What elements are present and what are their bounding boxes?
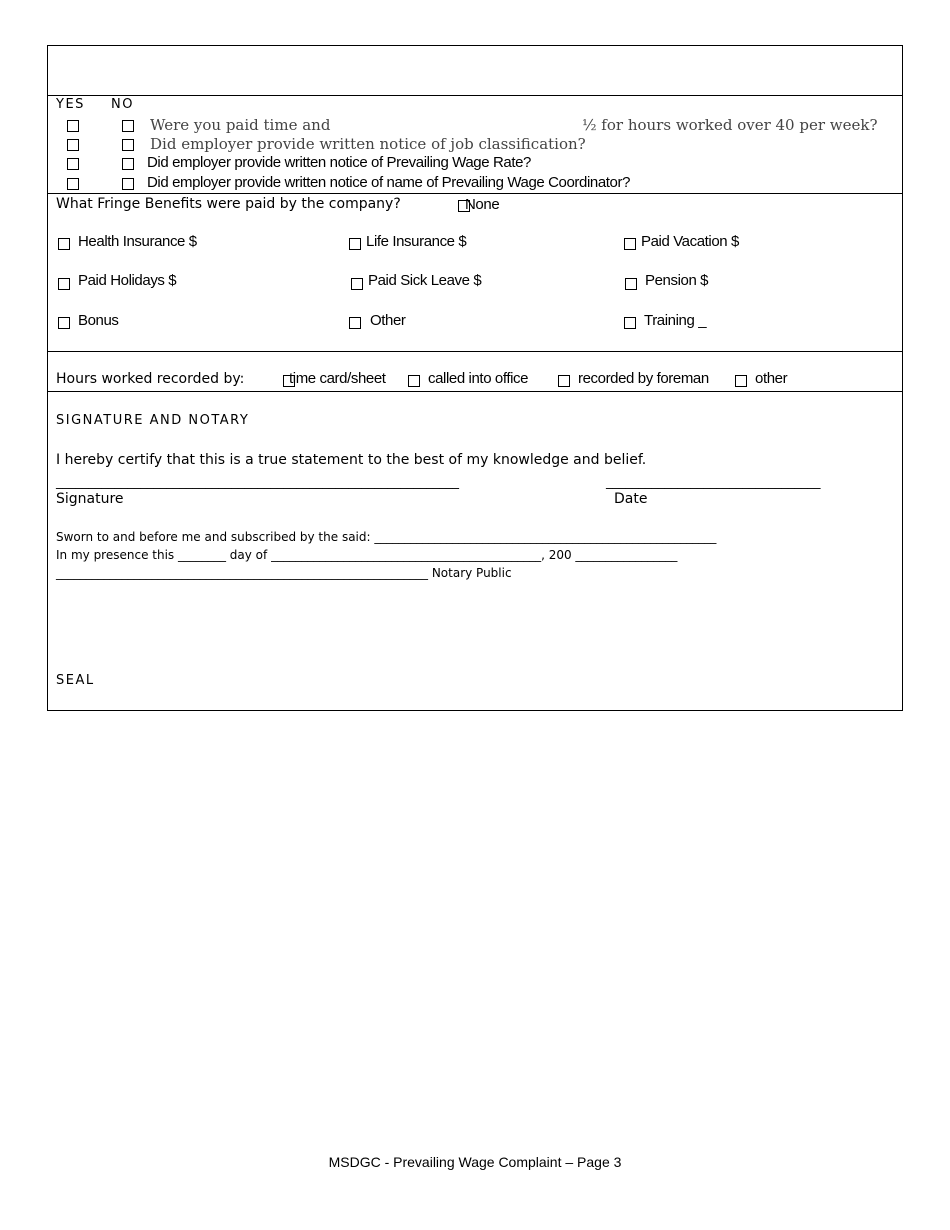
- yes-no-section: [48, 95, 902, 194]
- paid-sick-leave-checkbox[interactable]: [351, 278, 363, 290]
- health-insurance-checkbox[interactable]: [58, 238, 70, 250]
- training-checkbox[interactable]: [624, 317, 636, 329]
- hours-recorded-section: [48, 351, 902, 392]
- yes-column-header: YES: [56, 97, 85, 112]
- q1-yes-checkbox[interactable]: [67, 120, 79, 132]
- other-benefit-checkbox[interactable]: [349, 317, 361, 329]
- q1-question-text-start: Were you paid time and: [150, 116, 331, 134]
- other-benefit-label: Other: [370, 312, 406, 329]
- signature-line[interactable]: ______________________________________________________________: [56, 475, 459, 490]
- signature-notary-section: [48, 391, 902, 711]
- q2-yes-checkbox[interactable]: [67, 139, 79, 151]
- q3-yes-checkbox[interactable]: [67, 158, 79, 170]
- paid-sick-leave-label: Paid Sick Leave $: [368, 272, 482, 289]
- presence-line: In my presence this ________ day of _____________________________________________, 200 _________________: [56, 548, 678, 562]
- q2-no-checkbox[interactable]: [122, 139, 134, 151]
- notary-public-line: ______________________________________________________________ Notary Public: [56, 566, 512, 580]
- life-insurance-label: Life Insurance $: [366, 233, 467, 250]
- fringe-question: What Fringe Benefits were paid by the company?: [56, 196, 401, 212]
- recorded-by-foreman-checkbox[interactable]: [558, 375, 570, 387]
- complaint-form-page: [47, 45, 903, 711]
- q4-question-text: Did employer provide written notice of name of Prevailing Wage Coordinator?: [147, 174, 631, 191]
- called-into-office-label: called into office: [428, 370, 529, 387]
- none-label: None: [465, 196, 500, 213]
- called-into-office-checkbox[interactable]: [408, 375, 420, 387]
- time-card-label: time card/sheet: [289, 370, 386, 387]
- recorded-by-foreman-label: recorded by foreman: [578, 370, 709, 387]
- signature-heading: SIGNATURE AND NOTARY: [56, 413, 250, 428]
- q3-question-text: Did employer provide written notice of Prevailing Wage Rate?: [147, 154, 531, 171]
- page-footer: MSDGC - Prevailing Wage Complaint – Page 3: [328, 1154, 622, 1170]
- q4-yes-checkbox[interactable]: [67, 178, 79, 190]
- bonus-label: Bonus: [78, 312, 119, 329]
- other-hours-checkbox[interactable]: [735, 375, 747, 387]
- q1-no-checkbox[interactable]: [122, 120, 134, 132]
- seal-label: SEAL: [56, 673, 95, 688]
- fringe-benefits-section: [48, 193, 902, 352]
- q3-no-checkbox[interactable]: [122, 158, 134, 170]
- certify-statement: I hereby certify that this is a true statement to the best of my knowledge and belief.: [56, 452, 647, 468]
- life-insurance-checkbox[interactable]: [349, 238, 361, 250]
- no-column-header: NO: [111, 97, 134, 112]
- other-hours-label: other: [755, 370, 788, 387]
- q4-no-checkbox[interactable]: [122, 178, 134, 190]
- paid-holidays-checkbox[interactable]: [58, 278, 70, 290]
- training-label: Training _: [644, 312, 707, 329]
- health-insurance-label: Health Insurance $: [78, 233, 197, 250]
- blank-top-row: [48, 46, 902, 95]
- paid-vacation-label: Paid Vacation $: [641, 233, 739, 250]
- date-line[interactable]: _________________________________: [606, 475, 821, 490]
- q2-question-text: Did employer provide written notice of job classification?: [150, 135, 586, 153]
- signature-label: Signature: [56, 491, 124, 507]
- sworn-line: Sworn to and before me and subscribed by the said: _________________________________________________________: [56, 530, 717, 544]
- hours-recorded-label: Hours worked recorded by:: [56, 371, 245, 387]
- q1-question-text-end: ½ for hours worked over 40 per week?: [582, 116, 878, 134]
- date-label: Date: [614, 491, 648, 507]
- pension-checkbox[interactable]: [625, 278, 637, 290]
- paid-holidays-label: Paid Holidays $: [78, 272, 177, 289]
- bonus-checkbox[interactable]: [58, 317, 70, 329]
- paid-vacation-checkbox[interactable]: [624, 238, 636, 250]
- pension-label: Pension $: [645, 272, 709, 289]
